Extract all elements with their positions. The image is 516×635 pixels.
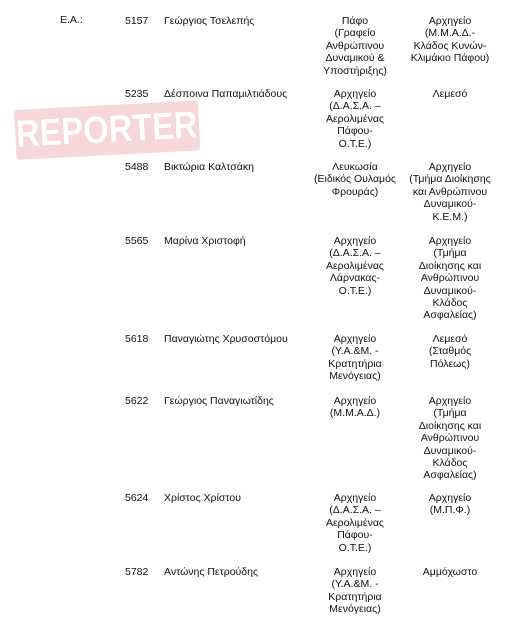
transfer-from (310, 492, 400, 554)
transfer-to-line: και Ανθρώπινου (412, 185, 488, 198)
officer-number: 5624 (125, 492, 149, 504)
watermark-text: REPORTER (15, 104, 199, 156)
transfer-to-line: Αρχηγείο (428, 395, 472, 407)
transfer-to-line: (Τμήμα (433, 247, 467, 260)
transfer-to-line: Διοίκησης και (418, 259, 482, 272)
transfer-to (400, 88, 500, 100)
transfer-from-line: Αρχηγείο (333, 566, 377, 578)
transfer-to-line: (Μ.Μ.Α.Δ.- (424, 27, 476, 40)
transfer-to (400, 492, 500, 517)
transfer-to (400, 161, 500, 223)
transfer-to-line: Δυναμικού- (423, 284, 477, 297)
transfer-from-line: Κρατητήρια (328, 357, 382, 370)
officer-number: 5782 (125, 566, 149, 578)
transfer-to-line: Ανθρώπινου (420, 432, 480, 445)
transfer-to-line: Ασφαλείας) (423, 469, 477, 482)
transfer-to-line: Κ.Ε.Μ.) (432, 210, 468, 223)
transfer-from-line: Ανθρώπινου (325, 39, 385, 52)
transfer-from-line: Αρχηγείο (333, 235, 377, 247)
transfer-to-line: Λεμεσό (432, 88, 468, 100)
transfer-from-line: Φρουράς) (331, 185, 379, 198)
transfer-from (310, 333, 400, 383)
transfer-from (310, 566, 400, 616)
reporter-watermark (14, 100, 200, 160)
transfer-from-line: Αρχηγείο (333, 333, 377, 345)
officer-number: 5618 (125, 333, 149, 345)
officer-number: 5235 (125, 88, 149, 100)
transfer-to-line: Ανθρώπινου (420, 272, 480, 285)
rank-label: Ε.Α.: (60, 14, 83, 26)
transfer-to-line: Διοίκησης και (418, 419, 482, 432)
transfer-from-line: Μενόγειας) (329, 603, 381, 616)
transfer-to (400, 566, 500, 578)
transfer-from-line: Αρχηγείο (333, 492, 377, 504)
transfer-from-line: Αρχηγείο (333, 88, 377, 100)
transfer-from (310, 161, 400, 198)
transfer-to (400, 395, 500, 482)
transfer-from-line: Ο.Τ.Ε.) (338, 284, 372, 297)
transfer-from (310, 15, 400, 77)
transfer-to-line: Λεμεσό (432, 333, 468, 345)
transfer-from (310, 235, 400, 297)
transfer-to-line: Αρχηγείο (428, 161, 472, 173)
transfer-from-line: Αερολιμένας (326, 516, 384, 529)
transfer-to-line: Αρχηγείο (428, 15, 472, 27)
transfer-to-line: (Τμήμα Διοίκησης (409, 173, 491, 186)
transfer-from-line: (Δ.Α.Σ.Α. – (329, 504, 381, 517)
transfer-to-line: Αρχηγείο (428, 492, 472, 504)
transfer-from-line: Πάφου- (337, 125, 373, 138)
transfer-to-line: Αμμόχωστο (422, 566, 478, 578)
officer-name: Γεώργιος Παναγιωτίδης (164, 395, 274, 407)
transfer-to-line: Ασφαλείας) (423, 309, 477, 322)
transfer-from-line: Μενόγειας) (329, 370, 381, 383)
transfer-from-line: (Υ.Α.&Μ. - (331, 345, 379, 358)
transfer-to-line: Κλάδος Κυνών- (413, 39, 487, 52)
transfer-from-line: Λάρνακας- (329, 272, 381, 285)
transfer-from-line: Κρατητήρια (328, 590, 382, 603)
transfer-to-line: Δυναμικού- (423, 444, 477, 457)
transfer-from-line: (Μ.Μ.Α.Δ.) (329, 407, 381, 420)
transfer-to-line: Δυναμικού- (423, 198, 477, 211)
officer-name: Δέσποινα Παπαμιλτιάδους (164, 88, 288, 100)
transfer-from-line: Πάφο (341, 15, 369, 27)
transfer-from-line: (Υ.Α.&Μ. - (331, 578, 379, 591)
transfer-to-line: Κλάδος (432, 457, 468, 470)
officer-name: Παναγιώτης Χρυσοστόμου (164, 333, 288, 345)
transfer-from-line: (Δ.Α.Σ.Α. – (329, 247, 381, 260)
officer-name: Βικτώρια Καλτσάκη (164, 161, 254, 173)
transfer-from-line: Υποστήριξης) (323, 64, 387, 77)
transfer-from-line: Πάφου- (337, 529, 373, 542)
officer-name: Γεώργιος Τσελεπής (164, 15, 255, 27)
transfer-to (400, 235, 500, 322)
transfer-from-line: Αρχηγείο (333, 395, 377, 407)
transfer-from-line: Ο.Τ.Ε.) (338, 541, 372, 554)
transfer-to-line: Αρχηγείο (428, 235, 472, 247)
transfer-from-line: Ο.Τ.Ε.) (338, 137, 372, 150)
transfer-to-line: Κλάδος (432, 297, 468, 310)
transfer-to (400, 15, 500, 65)
transfer-from-line: Αερολιμένας (326, 112, 384, 125)
officer-number: 5488 (125, 161, 149, 173)
officer-name: Μαρίνα Χριστοφή (164, 235, 246, 247)
transfer-to (400, 333, 500, 370)
transfer-to-line: (Σταθμός (428, 345, 472, 358)
transfer-from-line: (Γραφείο (334, 27, 376, 40)
transfer-from-line: Λευκωσία (332, 161, 378, 173)
transfer-to-line: (Μ.Π.Φ.) (429, 504, 471, 517)
officer-name: Αντώνης Πετρούδης (164, 566, 259, 578)
officer-number: 5622 (125, 395, 149, 407)
transfer-to-line: Πόλεως) (430, 357, 470, 370)
officer-name: Χρίστος Χρίστου (164, 492, 241, 504)
transfer-to-line: (Τμήμα (433, 407, 467, 420)
transfer-from-line: Δυναμικού & (325, 52, 385, 65)
officer-number: 5157 (125, 15, 149, 27)
transfer-from-line: (Ειδικός Ουλαμός (314, 173, 396, 186)
officer-number: 5565 (125, 235, 149, 247)
transfer-from-line: (Δ.Α.Σ.Α. – (329, 100, 381, 113)
transfer-from-line: Αερολιμένας (326, 259, 384, 272)
transfer-from (310, 395, 400, 420)
transfer-to-line: Κλιμάκιο Πάφου) (410, 52, 490, 65)
transfer-from (310, 88, 400, 150)
